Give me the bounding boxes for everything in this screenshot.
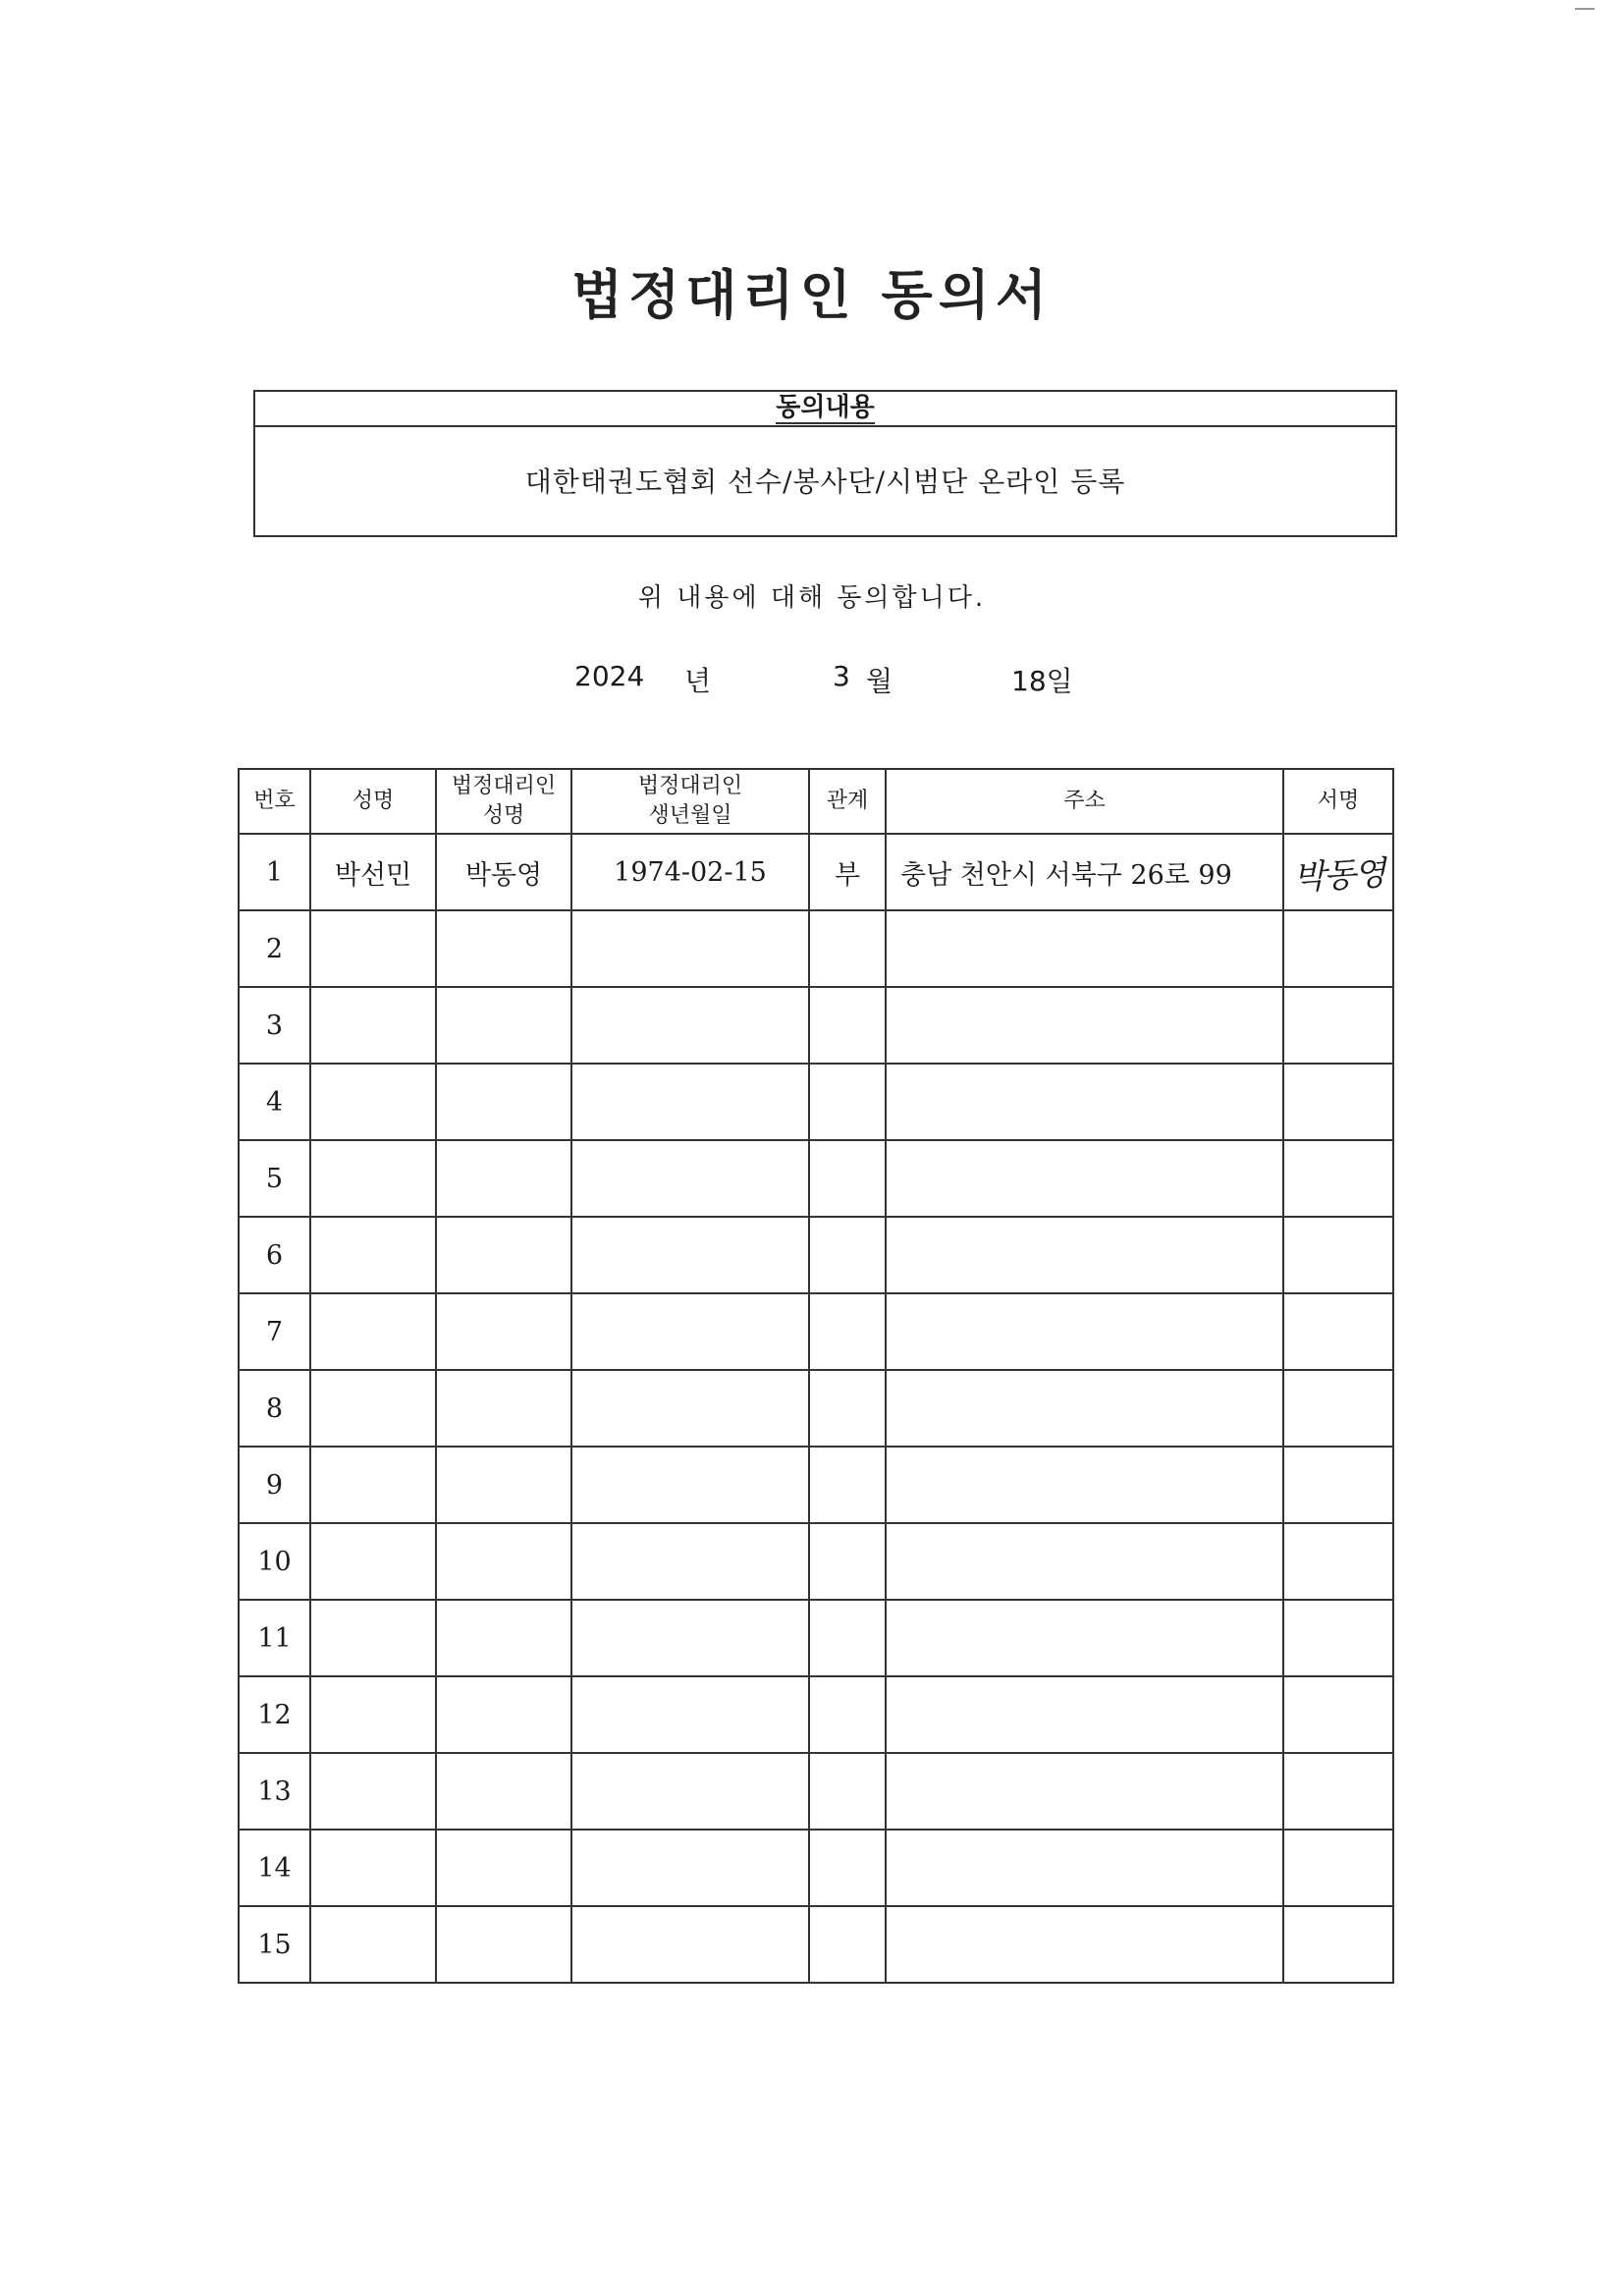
header-guardian-birth-line2: 생년월일 (648, 803, 732, 828)
handwritten-signature: 박동영 (1291, 853, 1385, 898)
cell-guardian (436, 1753, 571, 1830)
cell-guardian (436, 1906, 571, 1983)
cell-birth (571, 1447, 809, 1523)
cell-name (310, 1600, 436, 1676)
cell-relation (809, 1447, 886, 1523)
cell-signature (1283, 1600, 1393, 1676)
cell-guardian (436, 1523, 571, 1600)
cell-number: 1 (239, 834, 310, 910)
cell-relation: 부 (809, 834, 886, 910)
cell-guardian (436, 1370, 571, 1447)
cell-name: 박선민 (310, 834, 436, 910)
cell-signature (1283, 1753, 1393, 1830)
cell-guardian (436, 987, 571, 1064)
guardian-table (238, 768, 1394, 1984)
cell-birth (571, 1830, 809, 1906)
header-guardian-name-line2: 성명 (482, 803, 525, 828)
cell-signature (1283, 1447, 1393, 1523)
cell-birth (571, 1600, 809, 1676)
table-row (239, 1447, 1393, 1523)
table-row (239, 1140, 1393, 1217)
cell-address (886, 1676, 1283, 1753)
cell-signature (1283, 1064, 1393, 1140)
cell-number: 4 (239, 1064, 310, 1140)
cell-relation (809, 1830, 886, 1906)
cell-birth (571, 987, 809, 1064)
cell-guardian (436, 1830, 571, 1906)
cell-name (310, 1447, 436, 1523)
cell-birth (571, 1523, 809, 1600)
cell-address (886, 910, 1283, 987)
cell-number: 7 (239, 1293, 310, 1370)
cell-number: 6 (239, 1217, 310, 1293)
cell-name (310, 987, 436, 1064)
cell-signature (1283, 1370, 1393, 1447)
cell-number: 12 (239, 1676, 310, 1753)
header-number: 번호 (239, 769, 310, 834)
table-header-row (239, 769, 1393, 834)
cell-signature (1283, 1217, 1393, 1293)
cell-name (310, 1293, 436, 1370)
table-row (239, 1523, 1393, 1600)
cell-birth (571, 1753, 809, 1830)
cell-relation (809, 1753, 886, 1830)
cell-address (886, 1830, 1283, 1906)
cell-address (886, 1600, 1283, 1676)
header-name: 성명 (310, 769, 436, 834)
table-row (239, 987, 1393, 1064)
cell-guardian (436, 1293, 571, 1370)
cell-relation (809, 1140, 886, 1217)
cell-guardian (436, 1447, 571, 1523)
cell-guardian (436, 1217, 571, 1293)
cell-name (310, 1217, 436, 1293)
date-year: 2024 (574, 660, 645, 692)
cell-address: 충남 천안시 서북구 26로 99 (886, 834, 1283, 910)
cell-name (310, 1676, 436, 1753)
header-address: 주소 (886, 769, 1283, 834)
header-relation: 관계 (809, 769, 886, 834)
cell-birth (571, 1370, 809, 1447)
table-row (239, 1600, 1393, 1676)
cell-signature (1283, 987, 1393, 1064)
cell-relation (809, 1523, 886, 1600)
cell-address (886, 1523, 1283, 1600)
cell-address (886, 1906, 1283, 1983)
cell-guardian (436, 1064, 571, 1140)
table-row (239, 1753, 1393, 1830)
cell-birth (571, 1293, 809, 1370)
cell-relation (809, 1217, 886, 1293)
cell-signature (1283, 1523, 1393, 1600)
cell-birth (571, 1140, 809, 1217)
cell-signature (1283, 1830, 1393, 1906)
date-month: 3 (833, 660, 850, 692)
consent-content-body: 대한태권도협회 선수/봉사단/시범단 온라인 등록 (524, 465, 1126, 498)
header-signature: 서명 (1283, 769, 1393, 834)
cell-name (310, 1523, 436, 1600)
cell-number: 15 (239, 1906, 310, 1983)
scan-mark (1575, 8, 1595, 10)
cell-relation (809, 1906, 886, 1983)
cell-signature (1283, 834, 1393, 910)
cell-name (310, 1064, 436, 1140)
cell-relation (809, 1293, 886, 1370)
cell-relation (809, 1370, 886, 1447)
header-guardian-birth (571, 769, 809, 834)
cell-address (886, 987, 1283, 1064)
agree-statement: 위 내용에 대해 동의합니다. (637, 583, 987, 613)
table-row (239, 1217, 1393, 1293)
cell-number: 13 (239, 1753, 310, 1830)
cell-relation (809, 987, 886, 1064)
cell-signature (1283, 1906, 1393, 1983)
cell-relation (809, 1676, 886, 1753)
header-guardian-birth-line1: 법정대리인 (637, 774, 743, 798)
date-year-unit: 년 (684, 665, 712, 697)
cell-signature (1283, 1140, 1393, 1217)
cell-address (886, 1753, 1283, 1830)
cell-relation (809, 1600, 886, 1676)
cell-address (886, 1370, 1283, 1447)
cell-name (310, 1140, 436, 1217)
cell-number: 5 (239, 1140, 310, 1217)
cell-address (886, 1447, 1283, 1523)
cell-number: 14 (239, 1830, 310, 1906)
cell-number: 8 (239, 1370, 310, 1447)
cell-birth (571, 1906, 809, 1983)
cell-birth (571, 1064, 809, 1140)
cell-guardian (436, 1676, 571, 1753)
cell-signature (1283, 1676, 1393, 1753)
consent-content-header-label: 동의내용 (776, 393, 875, 422)
table-row (239, 1293, 1393, 1370)
cell-number: 11 (239, 1600, 310, 1676)
page-title: 법정대리인 동의서 (570, 264, 1054, 326)
cell-name (310, 1753, 436, 1830)
cell-address (886, 1064, 1283, 1140)
cell-guardian (436, 910, 571, 987)
table-row (239, 1676, 1393, 1753)
cell-birth (571, 1217, 809, 1293)
cell-number: 10 (239, 1523, 310, 1600)
cell-birth (571, 910, 809, 987)
cell-name (310, 1906, 436, 1983)
table-row (239, 1370, 1393, 1447)
cell-name (310, 1830, 436, 1906)
cell-guardian (436, 1140, 571, 1217)
cell-signature (1283, 1293, 1393, 1370)
header-guardian-name-line1: 법정대리인 (451, 774, 557, 798)
cell-guardian (436, 1600, 571, 1676)
consent-content-box (253, 390, 1397, 537)
consent-content-header (255, 392, 1395, 427)
cell-relation (809, 1064, 886, 1140)
date-month-unit: 월 (866, 665, 893, 697)
table-row (239, 1830, 1393, 1906)
cell-number: 2 (239, 910, 310, 987)
cell-birth: 1974-02-15 (571, 834, 809, 910)
cell-guardian: 박동영 (436, 834, 571, 910)
header-guardian-name (436, 769, 571, 834)
cell-name (310, 910, 436, 987)
cell-address (886, 1140, 1283, 1217)
cell-name (310, 1370, 436, 1447)
table-row (239, 834, 1393, 910)
cell-address (886, 1217, 1283, 1293)
cell-number: 9 (239, 1447, 310, 1523)
cell-relation (809, 910, 886, 987)
cell-birth (571, 1676, 809, 1753)
table-row (239, 1064, 1393, 1140)
cell-signature (1283, 910, 1393, 987)
table-row (239, 910, 1393, 987)
cell-address (886, 1293, 1283, 1370)
date-day: 18일 (1011, 665, 1073, 697)
cell-number: 3 (239, 987, 310, 1064)
table-row (239, 1906, 1393, 1983)
